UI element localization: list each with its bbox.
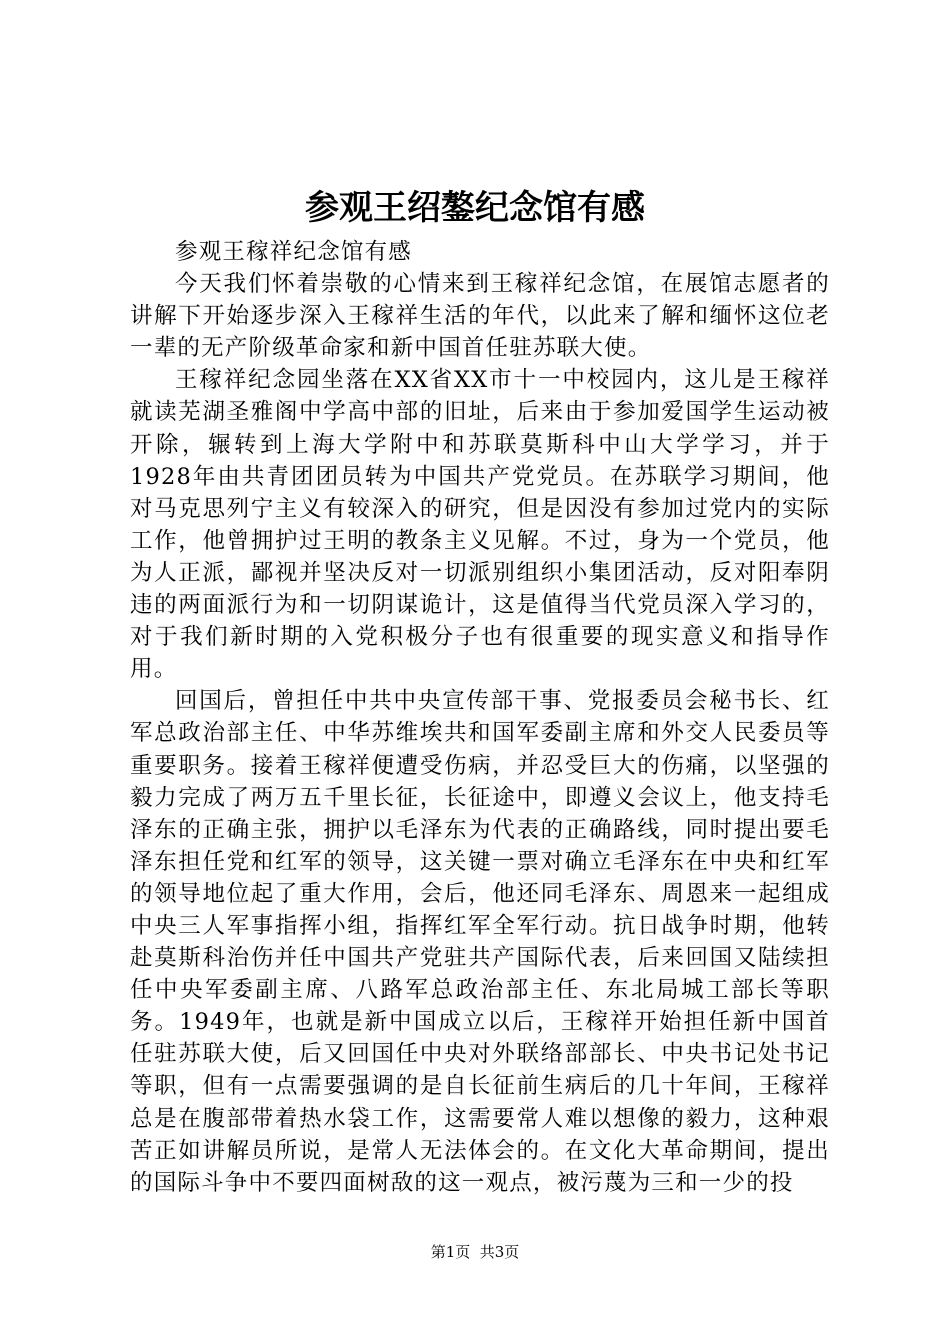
paragraph-2: 王稼祥纪念园坐落在XX省XX市十一中校园内，这儿是王稼祥就读芜湖圣雅阁中学高中部的旧址，后来由于参加爱国学生运动被开除，辗转到上海大学附中和苏联莫斯科中山大学学习，并于1928年由共青团团员转为中国共产党党员。在苏联学习期间，他对马克思列宁主义有较深入的研究，但是因没有参加过党内的实际工作，他曾拥护过王明的教条主义见解。不过，身为一个党员，他为人正派，鄙视并坚决反对一切派别组织小集团活动，反对阳奉阴违的两面派行为和一切阴谋诡计，这是值得当代党员深入学习的，对于我们新时期的入党积极分子也有很重要的现实意义和指导作用。 (130, 367, 830, 683)
paragraph-3: 回国后，曾担任中共中央宣传部干事、党报委员会秘书长、红军总政治部主任、中华苏维埃共和国军委副主席和外交人民委员等重要职务。接着王稼祥便遭受伤病，并忍受巨大的伤痛，以坚强的毅力完成了两万五千里长征，长征途中，即遵义会议上，他支持毛泽东的正确主张，拥护以毛泽东为代表的正确路线，同时提出要毛泽东担任党和红军的领导，这关键一票对确立毛泽东在中央和红军的领导地位起了重大作用，会后，他还同毛泽东、周恩来一起组成中央三人军事指挥小组，指挥红军全军行动。抗日战争时期，他转赴莫斯科治伤并任中国共产党驻共产国际代表，后来回国又陆续担任中央军委副主席、八路军总政治部主任、东北局城工部长等职务。1949年，也就是新中国成立以后，王稼祥开始担任新中国首任驻苏联大使，后又回国任中央对外联络部部长、中央书记处书记等职，但有一点需要强调的是自长征前生病后的几十年间，王稼祥总是在腹部带着热水袋工作，这需要常人难以想像的毅力，这种艰苦正如讲解员所说，是常人无法体会的。在文化大革命期间，提出的国际斗争中不要四面树敌的这一观点，被污蔑为三和一少的投 (130, 688, 830, 1196)
document-body (130, 236, 830, 1199)
document-subtitle: 参观王稼祥纪念馆有感 (175, 239, 413, 265)
page-footer (0, 1242, 950, 1262)
page-number-label: 第1页 共3页 (430, 1243, 520, 1261)
document-title: 参观王绍鏊纪念馆有感 (305, 188, 645, 228)
paragraph-1: 今天我们怀着崇敬的心情来到王稼祥纪念馆，在展馆志愿者的讲解下开始逐步深入王稼祥生活的年代，以此来了解和缅怀这位老一辈的无产阶级革命家和新中国首任驻苏联大使。 (130, 271, 830, 362)
